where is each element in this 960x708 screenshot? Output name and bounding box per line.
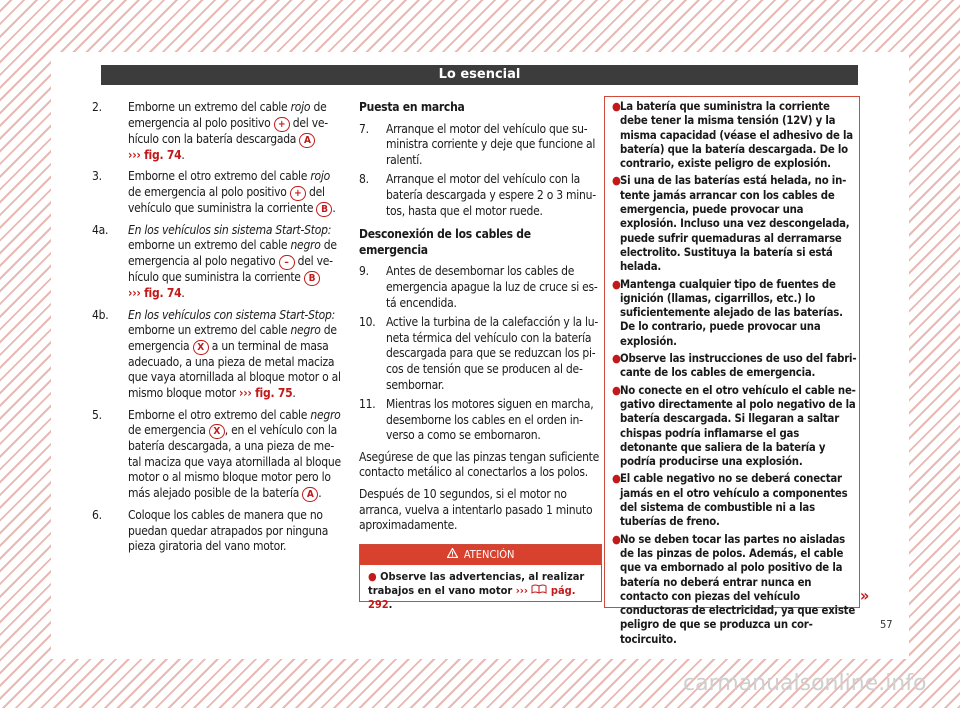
step-4a: 4a. En los vehículos sin sistema Start-Stop: emborne un extremo del cable negro de emergencia al polo negativo – del vehículo que suministra la corriente B ››› fig. 74. (92, 222, 337, 300)
step-8: 8. Arranque el motor del vehículo con la batería descargada y espere 2 o 3 minutos, hasta que el motor ruede. (359, 172, 597, 218)
section-header: Lo esencial (101, 65, 858, 85)
callout-a-icon: A (302, 487, 318, 502)
warning-bullet-item: ● Mantenga cualquier tipo de fuentes de ignición (llamas, cigarrillos, etc.) lo suficientemente alejado de las baterías. De lo contrario, puede provocar una explosión. (612, 277, 843, 348)
bullet-icon: ● (612, 277, 621, 291)
book-icon (531, 584, 547, 597)
page-number: 57 (880, 618, 893, 631)
paragraph-reintento: Después de 10 segundos, si el motor no arranca, vuelva a intentarlo pasado 1 minuto aproximadamente. (359, 487, 593, 533)
heading-puesta-en-marcha: Puesta en marcha (359, 100, 465, 114)
step-5: 5. Emborne el otro extremo del cable negro de emergencia X , en el vehículo con la batería descargada, a una pieza de metal maciza que vaya atornillada al bloque motor o al mismo bloque motor pero lo más alejado posible de la batería A . (92, 407, 341, 500)
step-3: 3. Emborne el otro extremo del cable rojo de emergencia al polo positivo + del vehículo que suministra la corriente B . (92, 169, 336, 215)
step-6: 6. Coloque los cables de manera que no puedan quedar atrapados por ninguna pieza giratoria del vano motor. (92, 507, 329, 554)
step-10: 10. Active la turbina de la calefacción y la luneta térmica del vehículo con la batería descargada para que se reduzcan los picos de tensión que se producen al desembornar. (359, 315, 599, 392)
minus-pole-icon: – (279, 255, 295, 270)
column-1 (92, 100, 342, 561)
fig-74-link[interactable]: fig. 74 (144, 285, 182, 300)
step-11: 11. Mientras los motores siguen en marcha, desemborne los cables en el orden inverso a como se embornaron. (359, 397, 594, 443)
callout-x-icon: X (193, 340, 209, 355)
warning-bullet-item: ● No se deben tocar las partes no aisladas de las pinzas de polos. Además, el cable que va embornado al polo positivo de la batería no deberá entrar nunca en contacto con piezas del vehículo conductoras de electricidad, ya que existe peligro de que se produzca un cortocircuito. (612, 532, 856, 646)
step-number: 2. (92, 100, 102, 114)
continue-arrow-icon: » (860, 586, 870, 605)
warning-box (359, 544, 602, 611)
callout-x-icon: X (209, 424, 225, 439)
step-9: 9. Antes de desembornar los cables de emergencia apague la luz de cruce si está encendida. (359, 264, 598, 310)
fig-75-link[interactable]: fig. 75 (255, 385, 293, 400)
bullet-icon: ● (612, 352, 621, 366)
bullet-icon: ● (612, 100, 621, 113)
column-2 (359, 100, 600, 534)
heading-desconexion: Desconexión de los cables de emergencia (359, 227, 531, 257)
bullet-icon: ● (612, 532, 621, 546)
bullet-icon: ● (368, 570, 377, 583)
warning-bullet-item: ● El cable negativo no se deberá conectar jamás en el otro vehículo a componentes del sistema de combustible ni a las tuberías de freno. (612, 472, 848, 529)
step-7: 7. Arranque el motor del vehículo que suministra corriente y deje que funcione al ralentí. (359, 121, 596, 167)
warning-body: ● Observe las advertencias, al realizar trabajos en el vano motor ››› pág. 292. (368, 570, 585, 611)
step-4b: 4b. En los vehículos con sistema Start-Stop: emborne un extremo del cable negro de emergencia X a un terminal de masa adecuado, a una pieza de metal maciza que vaya atornillada al bloque motor o al mismo bloque motor ››› fig. 75. (92, 307, 341, 400)
watermark: carmanualsonline.info (683, 671, 927, 696)
fig-74-link[interactable]: fig. 74 (144, 147, 182, 162)
paragraph-pinzas: Asegúrese de que las pinzas tengan suficiente contacto metálico al conectarlos a los polos. (359, 449, 600, 480)
warning-triangle-icon (447, 545, 458, 565)
plus-pole-icon: + (274, 117, 290, 132)
bullet-icon: ● (612, 174, 621, 188)
column-3 (612, 100, 858, 650)
plus-pole-icon: + (290, 186, 306, 201)
callout-a-icon: A (299, 133, 315, 148)
callout-b-icon: B (304, 271, 320, 286)
bullet-icon: ● (612, 472, 621, 486)
page-292-link[interactable]: pág. 292 (368, 584, 576, 611)
callout-b-icon: B (316, 202, 332, 217)
warning-bullet-item: ● No conecte en el otro vehículo el cable negativo directamente al polo negativo de la batería descargada. Si llegaran a saltar chispas podría inflamarse el gas detonante que saliera de la batería y podría producirse una explosión. (612, 383, 856, 469)
warning-bullet-item: ● La batería que suministra la corriente debe tener la misma tensión (12V) y la misma capacidad (véase el adhesivo de la batería) que la batería descargada. De lo contrario, existe peligro de explosión. (612, 100, 853, 171)
bullet-icon: ● (612, 383, 621, 397)
warning-header: ATENCIÓN (360, 545, 601, 565)
step-2: 2. Emborne un extremo del cable rojo de emergencia al polo positivo + del vehículo con la batería descargada A ››› fig. 74. (92, 100, 329, 162)
warning-bullet-item: ● Observe las instrucciones de uso del fabricante de los cables de emergencia. (612, 352, 857, 380)
warning-bullet-item: ● Si una de las baterías está helada, no intente jamás arrancar con los cables de emergencia, puede provocar una explosión. Incluso una vez descongelada, puede sufrir quemaduras al derramarse electrolito. Sustituya la batería si está helada. (612, 174, 850, 274)
